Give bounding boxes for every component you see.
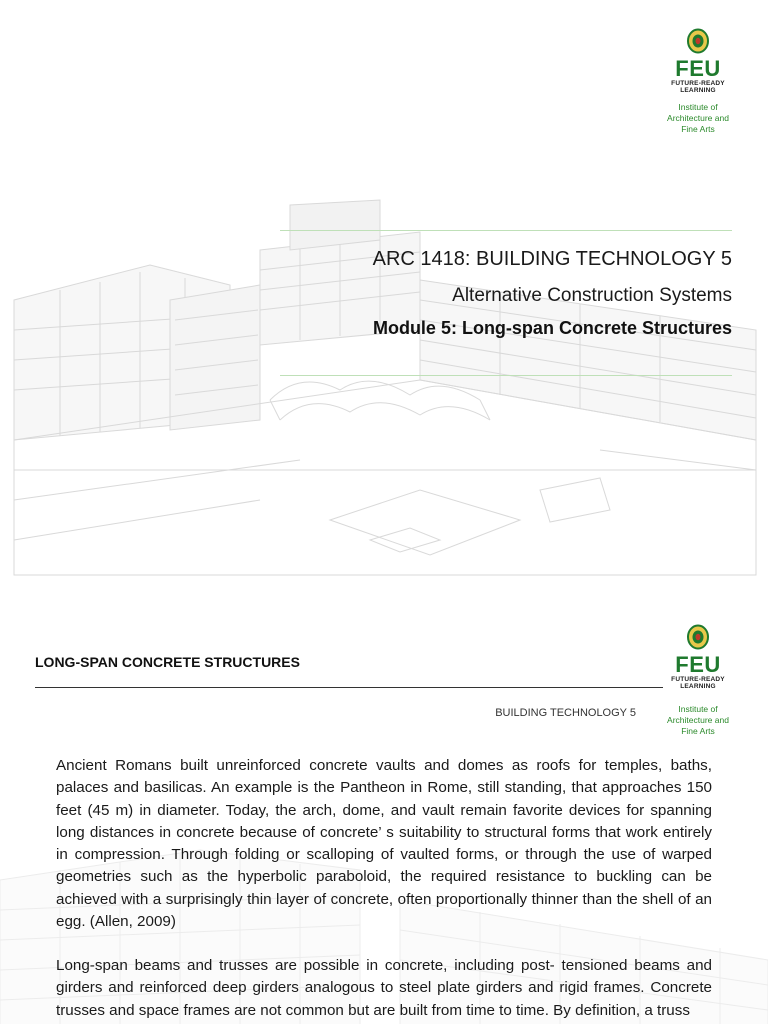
logo-tagline-1: FUTURE-READY [671, 80, 725, 87]
institute-line-3: Fine Arts [681, 726, 715, 736]
heading-underline [35, 687, 663, 688]
logo-tagline-2: LEARNING [680, 683, 716, 690]
institute-line-2: Architecture and [667, 113, 729, 123]
course-label: BUILDING TECHNOLOGY 5 [495, 707, 636, 719]
institute-line-2: Architecture and [667, 715, 729, 725]
feu-brand: FEU [675, 56, 721, 81]
institute-line-3: Fine Arts [681, 124, 715, 134]
logo-tagline-1: FUTURE-READY [671, 676, 725, 683]
top-divider-line [280, 230, 732, 231]
feu-seal-icon [686, 28, 710, 54]
feu-logo-small [650, 624, 746, 737]
institute-line-1: Institute of [678, 704, 718, 714]
content-page [0, 580, 768, 1024]
body-paragraph-1: Ancient Romans built unreinforced concrete vaults and domes as roofs for temples, baths, palaces and basilicas. An example is the Pantheon in Rome, still standing, that approaches 150 feet (45 m) in diameter. Today, the arch, dome, and vault remain favorite devices for spanning long distances in concrete because of concrete’ s suitability to structural forms that work entirely in compression. Through folding or scalloping of vaulted forms, or through the use of warped geometries such as the hyperbolic paraboloid, the required resistance to buckling can be achieved with a surprisingly thin layer of concrete, often proportionally thinner than the shell of an egg. (Allen, 2009) [56, 757, 712, 931]
module-title: Module 5: Long-span Concrete Structures [372, 318, 732, 338]
course-title: ARC 1418: BUILDING TECHNOLOGY 5 [372, 248, 732, 270]
logo-tagline-2: LEARNING [680, 87, 716, 94]
feu-logo [650, 28, 746, 135]
feu-brand: FEU [675, 652, 721, 677]
feu-seal-icon [686, 624, 710, 650]
institute-line-1: Institute of [678, 102, 718, 112]
cover-title-block [373, 246, 732, 340]
bottom-divider-line [280, 375, 732, 376]
section-heading: LONG-SPAN CONCRETE STRUCTURES [35, 654, 300, 670]
course-subtitle: Alternative Construction Systems [452, 285, 732, 306]
body-paragraph-2: Long-span beams and trusses are possible in concrete, including post- tensioned beams and girders and reinforced deep girders analogous to steel plate girders and rigid frames. Concrete trusses and space frames are not common but are built from time to time. By definition, a truss [56, 957, 712, 1019]
